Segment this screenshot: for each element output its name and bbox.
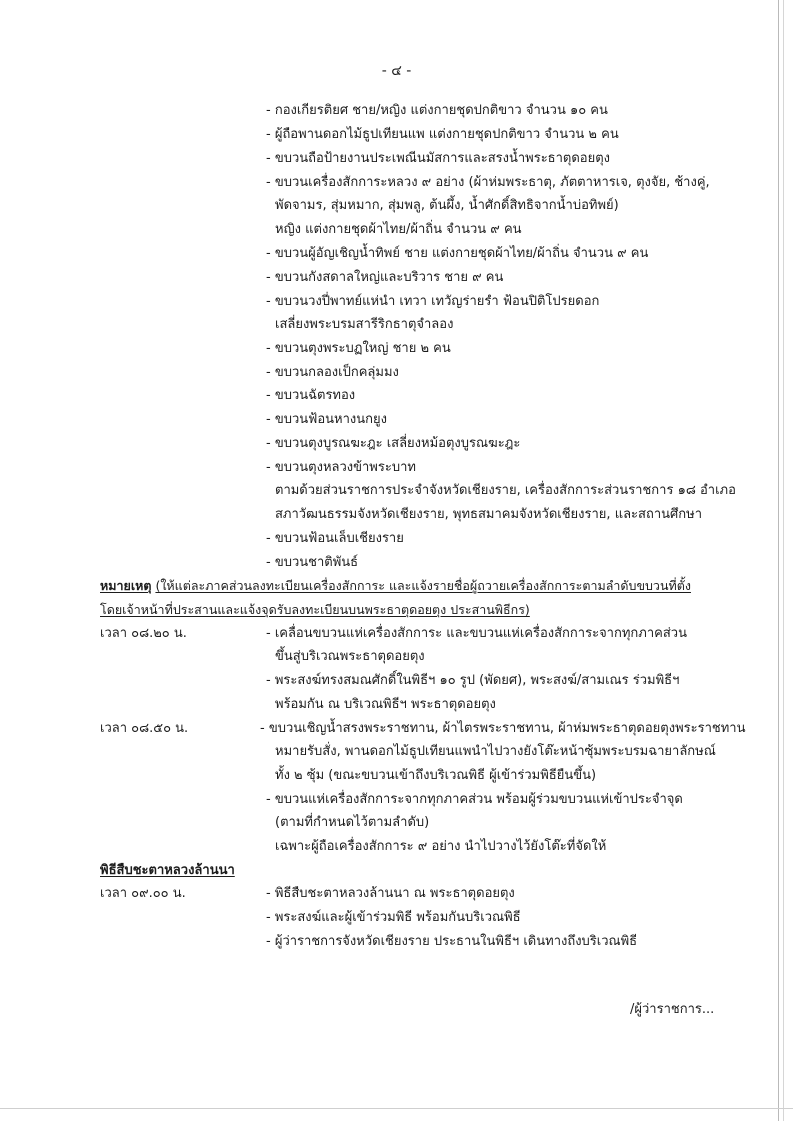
procession-item: - ขบวนวงปี่พาทย์แห่นำ เทวา เทวัญร่ายรำ ฟ้อนปิติโปรยดอก [266, 294, 600, 309]
scan-edge-right [778, 0, 779, 1121]
continuation-text: /ผู้ว่าราชการ... [630, 1002, 715, 1017]
note-text-2: โดยเจ้าหน้าที่ประสานและแจ้งจุดรับลงทะเบียนบนพระธาตุดอยตุง ประสานพิธีกร) [100, 602, 530, 617]
procession-item: - ขบวนฟ้อนเล็บเชียงราย [266, 531, 404, 546]
schedule-line: - ขบวนแห่เครื่องสักการะจากทุกภาคส่วน พร้อมผู้ร่วมขบวนแห่เข้าประจำจุด [266, 792, 683, 807]
note-line-1 [100, 576, 691, 596]
procession-item: หญิง แต่งกายชุดผ้าไทย/ผ้าถิ่น จำนวน ๙ คน [275, 222, 522, 237]
schedule-line: - ขบวนเชิญน้ำสรงพระราชทาน, ผ้าไตรพระราชทาน, ผ้าห่มพระธาตุดอยตุงพระราชทาน [260, 721, 746, 736]
schedule-line: พร้อมกัน ณ บริเวณพิธีฯ พระธาตุดอยตุง [275, 697, 496, 712]
procession-item: - ขบวนเครื่องสักการะหลวง ๙ อย่าง (ผ้าห่มพระธาตุ, ภัตตาหารเจ, ตุงจัย, ช้างคู่, [266, 175, 710, 190]
procession-item: - ขบวนตุงหลวงข้าพระบาท [266, 460, 416, 475]
procession-item: - ขบวนถือป้ายงานประเพณีนมัสการและสรงน้ำพระธาตุดอยตุง [266, 151, 611, 166]
procession-item: - ขบวนกลองเป็กคลุ่มมง [266, 365, 399, 380]
schedule-line: - เคลื่อนขบวนแห่เครื่องสักการะ และขบวนแห่เครื่องสักการะจากทุกภาคส่วน [266, 626, 687, 641]
schedule-line: - พระสงฆ์ทรงสมณศักดิ์ในพิธีฯ ๑๐ รูป (พัดยศ), พระสงฆ์/สามเณร ร่วมพิธีฯ [266, 673, 680, 688]
schedule-line: - พระสงฆ์และผู้เข้าร่วมพิธี พร้อมกันบริเวณพิธี [266, 910, 521, 925]
scan-edge-bottom [0, 1108, 793, 1109]
note-label: หมายเหตุ [100, 578, 152, 593]
procession-item: - ผู้ถือพานดอกไม้ธูปเทียนแพ แต่งกายชุดปกติขาว จำนวน ๒ คน [266, 127, 619, 142]
procession-item: - ขบวนตุงบูรณฆะฎะ เสลี่ยงหม้อตุงบูรณฆะฎะ [266, 436, 521, 451]
schedule-line: เฉพาะผู้ถือเครื่องสักการะ ๙ อย่าง นำไปวางไว้ยังโต๊ะที่จัดให้ [275, 839, 607, 854]
schedule-line: หมายรับสั่ง, พานดอกไม้ธูปเทียนแพนำไปวางยังโต๊ะหน้าซุ้มพระบรมฉายาลักษณ์ [275, 744, 716, 759]
schedule-line: - พิธีสืบชะตาหลวงล้านนา ณ พระธาตุดอยตุง [266, 886, 515, 901]
schedule-time: เวลา ๐๙.๐๐ น. [100, 886, 186, 901]
procession-item: ตามด้วยส่วนราชการประจำจังหวัดเชียงราย, เครื่องสักการะส่วนราชการ ๑๘ อำเภอ [275, 483, 736, 498]
schedule-time: เวลา ๐๘.๕๐ น. [100, 721, 189, 736]
scan-edge-right-inner [783, 0, 784, 1121]
procession-item: - ขบวนฉัตรทอง [266, 388, 356, 403]
procession-item: สภาวัฒนธรรมจังหวัดเชียงราย, พุทธสมาคมจังหวัดเชียงราย, และสถานศึกษา [275, 507, 703, 522]
procession-item: เสลี่ยงพระบรมสารีริกธาตุจำลอง [275, 317, 454, 332]
schedule-line: ทั้ง ๒ ซุ้ม (ขณะขบวนเข้าถึงบริเวณพิธี ผู้เข้าร่วมพิธียืนขึ้น) [275, 768, 597, 783]
page-number: - ๔ - [381, 63, 412, 79]
section-heading: พิธีสืบชะตาหลวงล้านนา [100, 863, 235, 878]
schedule-line: (ตามที่กำหนดไว้ตามลำดับ) [275, 815, 430, 830]
procession-item: - กองเกียรติยศ ชาย/หญิง แต่งกายชุดปกติขาว จำนวน ๑๐ คน [266, 103, 608, 118]
schedule-line: - ผู้ว่าราชการจังหวัดเชียงราย ประธานในพิธีฯ เดินทางถึงบริเวณพิธี [266, 934, 638, 949]
procession-item: - ขบวนกังสดาลใหญ่และบริวาร ชาย ๙ คน [266, 270, 504, 285]
note-text-1: (ให้แต่ละภาคส่วนลงทะเบียนเครื่องสักการะ และแจ้งรายชื่อผู้ถวายเครื่องสักการะตามลำดับขบวนที่ตั้ง [155, 578, 691, 593]
procession-item: - ขบวนตุงพระบฏใหญ่ ชาย ๒ คน [266, 341, 451, 356]
schedule-line: ขึ้นสู่บริเวณพระธาตุดอยตุง [275, 649, 425, 664]
procession-item: - ขบวนผู้อัญเชิญน้ำทิพย์ ชาย แต่งกายชุดผ้าไทย/ผ้าถิ่น จำนวน ๙ คน [266, 246, 649, 261]
procession-item: พัดจามร, สุ่มหมาก, สุ่มพลู, ต้นผึ้ง, น้ำศักดิ์สิทธิจากน้ำบ่อทิพย์) [275, 198, 619, 213]
procession-item: - ขบวนฟ้อนหางนกยูง [266, 412, 387, 427]
schedule-time: เวลา ๐๘.๒๐ น. [100, 626, 187, 641]
procession-item: - ขบวนชาติพันธ์ [266, 555, 359, 570]
